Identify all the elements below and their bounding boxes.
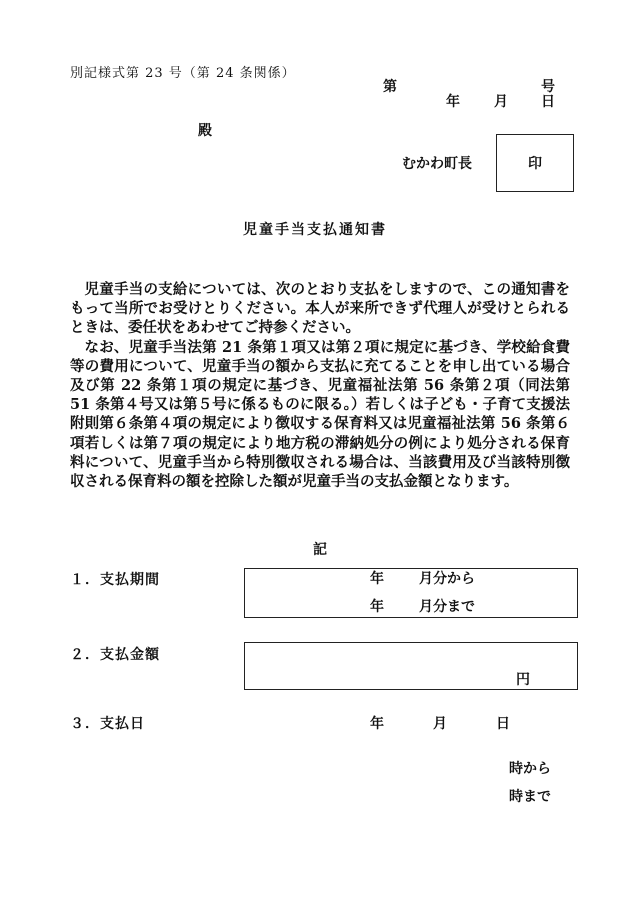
document-number-prefix: 第 [383,79,397,95]
form-number: 別記様式第 23 号（第 24 条関係） [70,66,296,81]
ki-heading: 記 [313,542,327,558]
payment-amount-label: ２．支払金額 [70,647,160,663]
document-title: 児童手当支払通知書 [243,222,387,238]
issue-date-day: 日 [541,94,555,110]
period-to-month: 月分まで [419,599,475,615]
seal-label: 印 [528,156,542,172]
notice-body [70,280,570,491]
body-paragraph-1: 児童手当の支給については、次のとおり支払をしますので、この通知書をもって当所でお受けとりください。本人が来所できず代理人が受けとられるときは、委任状をあわせてご持参ください。 [70,281,570,337]
document-number-suffix: 号 [541,79,555,95]
period-to-year: 年 [370,599,384,615]
issuer-name: むかわ町長 [402,156,472,172]
amount-unit: 円 [516,672,530,688]
addressee-suffix: 殿 [198,123,212,139]
payment-time-from: 時から [509,761,551,777]
body-paragraph-2: なお、児童手当法第 21 条第１項又は第２項に規定に基づき、学校給食費等の費用について、児童手当の額から支払に充てることを申し出ている場合及び第 22 条第１項の規定に基づき、児童福祉法第 56 条第２項（同法第 51 条第４号又は第５号に係るものに限る。）若しくは子ども・子育て支援法附則第６条第４項の規定により徴収する保育料又は児童福祉法第 56 条第６項若しくは第７項の規定により地方税の滞納処分の例により処分される保育料について、児童手当から特別徴収される場合は、当該費用及び当該特別徴収される保育料の額を控除した額が児童手当の支払金額となります。 [70,338,570,491]
payment-date-month: 月 [433,716,447,732]
seal-box [496,134,574,192]
payment-period-label: １．支払期間 [70,572,160,588]
issue-date-year: 年 [446,94,460,110]
period-from-month: 月分から [419,571,475,587]
payment-period-box [244,568,578,618]
payment-time-to: 時まで [509,789,551,805]
payment-date-day: 日 [496,716,510,732]
issue-date-month: 月 [494,94,508,110]
period-from-year: 年 [370,571,384,587]
payment-date-label: ３．支払日 [70,716,145,732]
payment-date-year: 年 [370,716,384,732]
